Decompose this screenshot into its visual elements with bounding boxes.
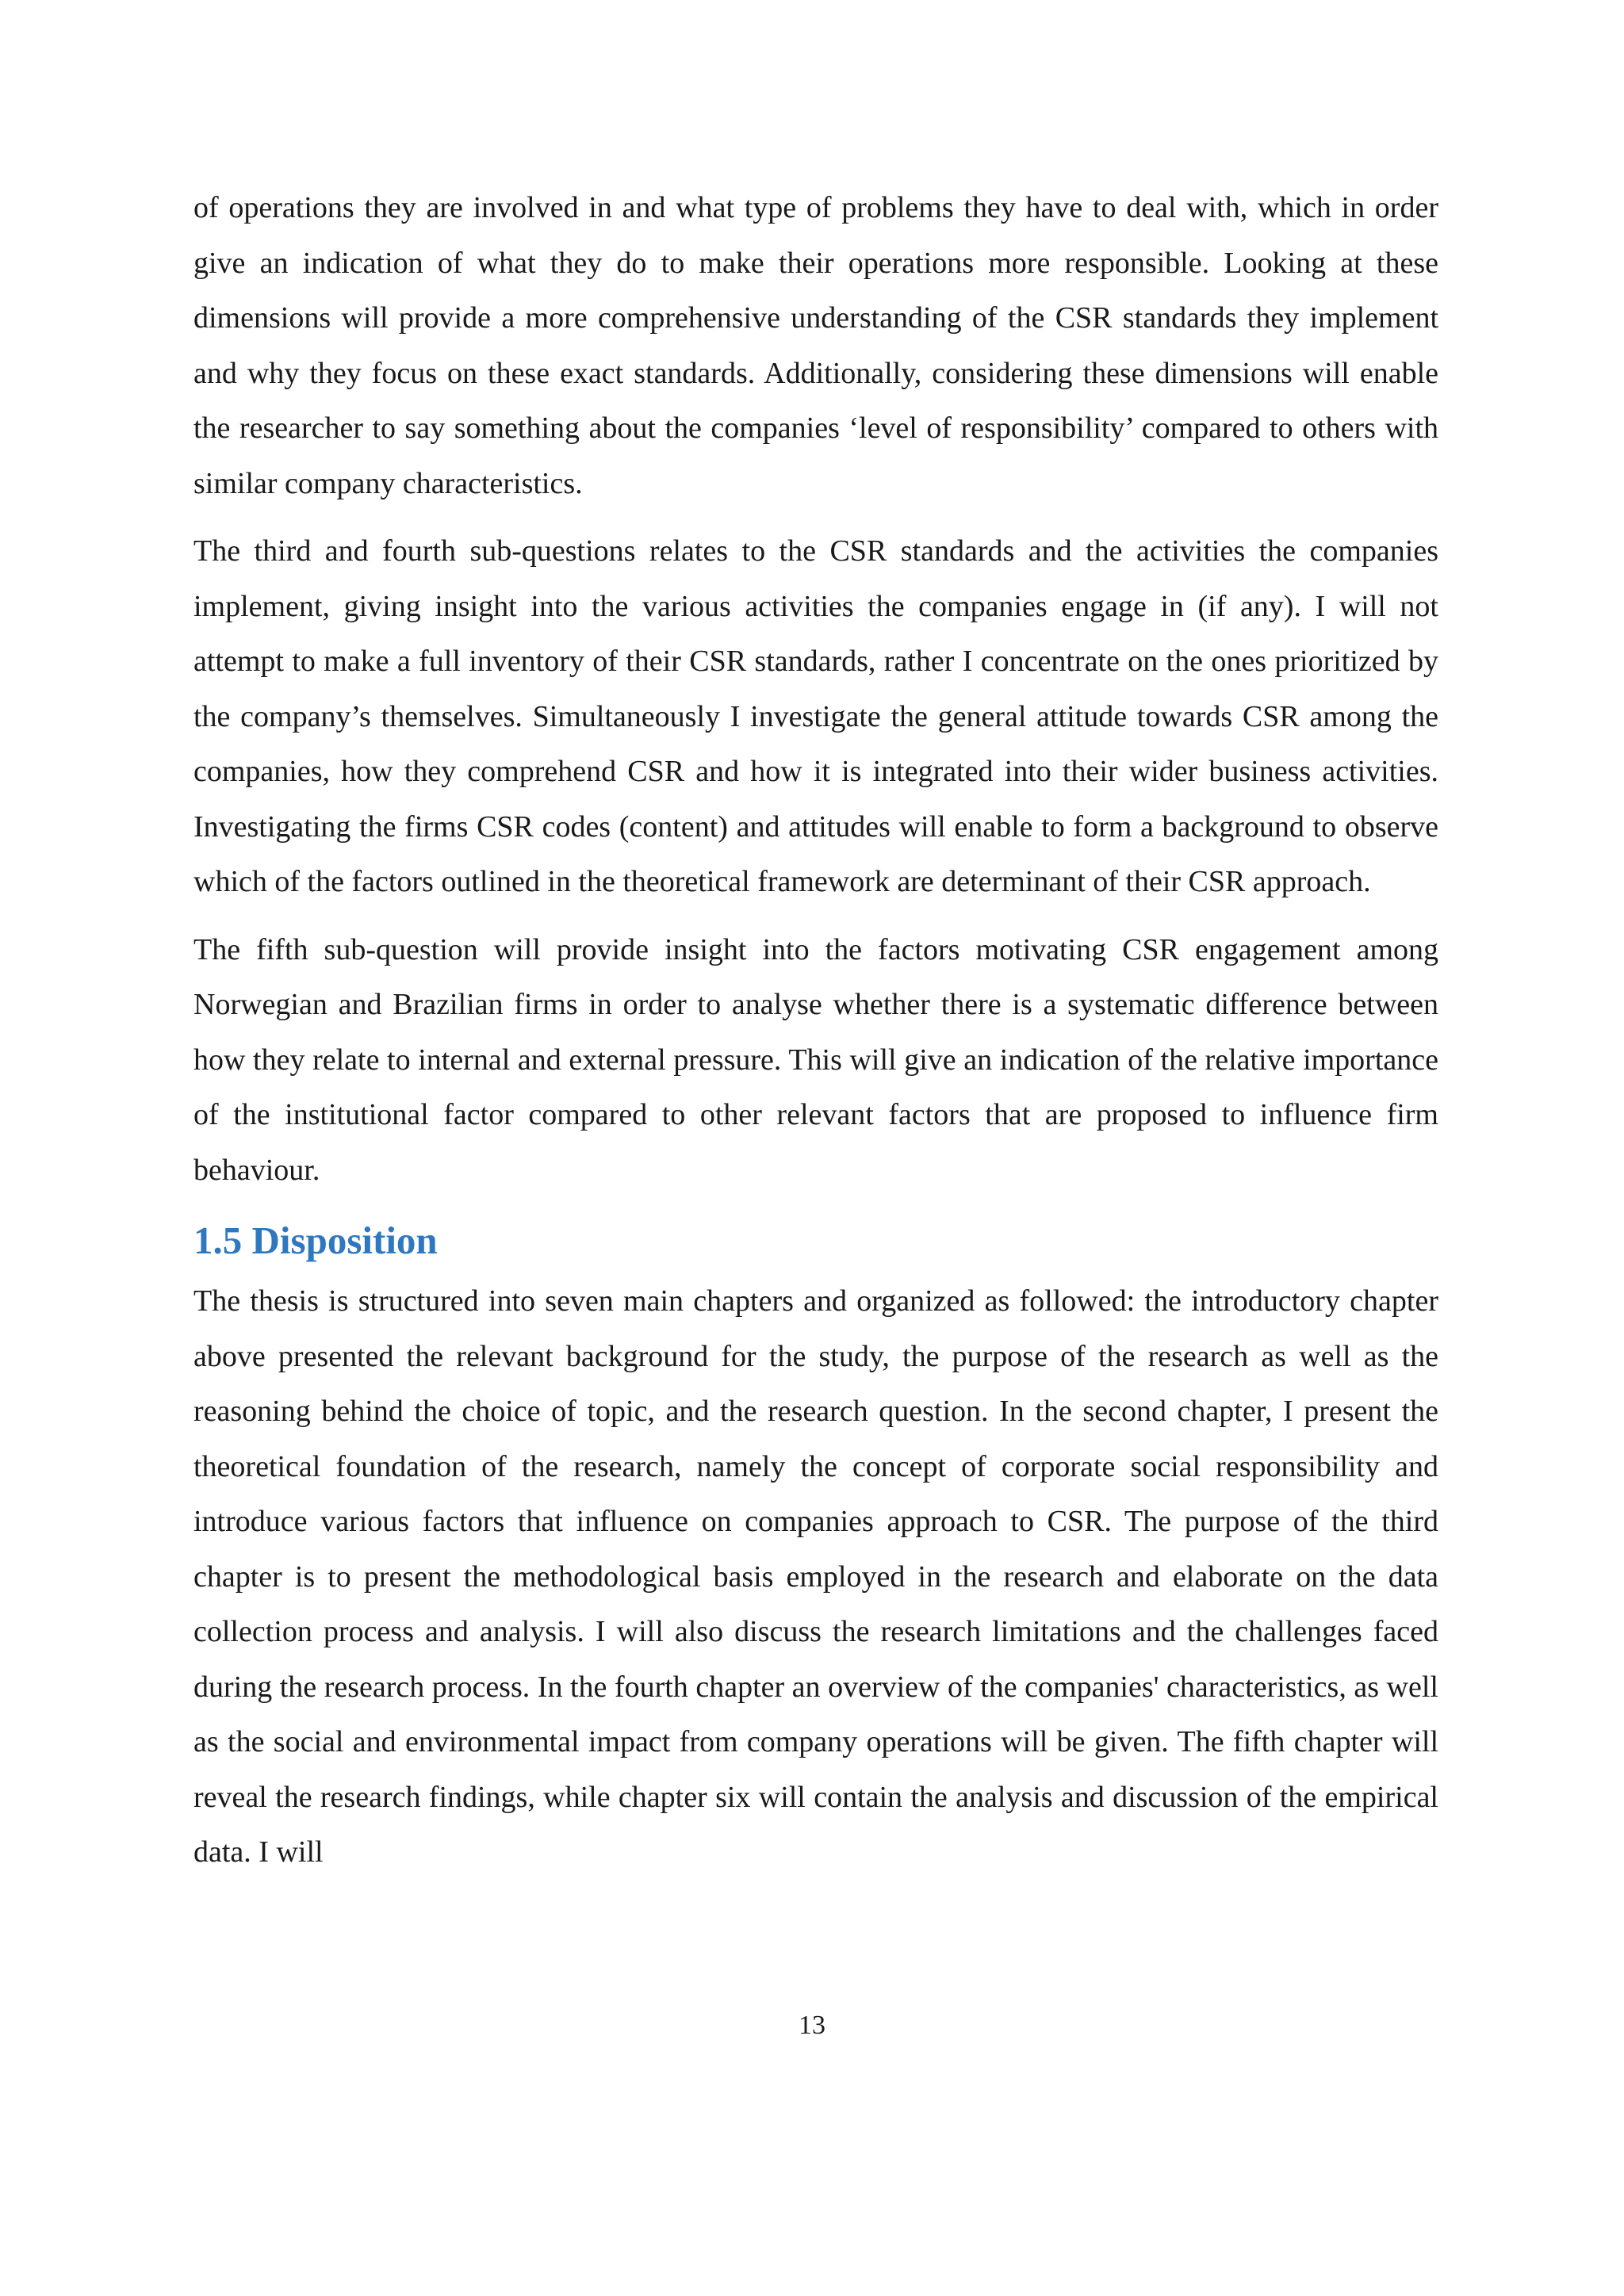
page-number: 13 xyxy=(799,2011,825,2040)
paragraph-third-fourth-subquestions: The third and fourth sub-questions relates to the CSR standards and the activities the companies implement, giving insight into the various activities the companies engage in (if any). I will not attempt to make a full inventory of their CSR standards, rather I concentrate on the ones prioritized by the company’s themselves. Simultaneously I investigate the general attitude towards CSR among the companies, how they comprehend CSR and how it is integrated into their wider business activities. Investigating the firms CSR codes (content) and attitudes will enable to form a background to observe which of the factors outlined in the theoretical framework are determinant of their CSR approach. xyxy=(193,534,1438,898)
section-heading-disposition: 1.5 Disposition xyxy=(193,1219,438,1262)
paragraph-disposition: The thesis is structured into seven main chapters and organized as followed: the introductory chapter above presented the relevant background for the study, the purpose of the research as well as the reasoning behind the choice of topic, and the research question. In the second chapter, I present the theoretical foundation of the research, namely the concept of corporate social responsibility and introduce various factors that influence on companies approach to CSR. The purpose of the third chapter is to present the methodological basis employed in the research and elaborate on the data collection process and analysis. I will also discuss the research limitations and the challenges faced during the research process. In the fourth chapter an overview of the companies' characteristics, as well as the social and environmental impact from company operations will be given. The fifth chapter will reveal the research findings, while chapter six will contain the analysis and discussion of the empirical data. I will xyxy=(193,1284,1438,1869)
paragraph-fifth-subquestion: The fifth sub-question will provide insight into the factors motivating CSR engagement among Norwegian and Brazilian firms in order to analyse whether there is a systematic difference between how they relate to internal and external pressure. This will give an indication of the relative importance of the institutional factor compared to other relevant factors that are proposed to influence firm behaviour. xyxy=(193,932,1438,1187)
paragraph-dimensions: of operations they are involved in and what type of problems they have to deal with, which in order give an indication of what they do to make their operations more responsible. Looking at these dimensions will provide a more comprehensive understanding of the CSR standards they implement and why they focus on these exact standards. Additionally, considering these dimensions will enable the researcher to say something about the companies ‘level of responsibility’ compared to others with similar company characteristics. xyxy=(193,191,1438,500)
page-body xyxy=(193,181,1438,1893)
